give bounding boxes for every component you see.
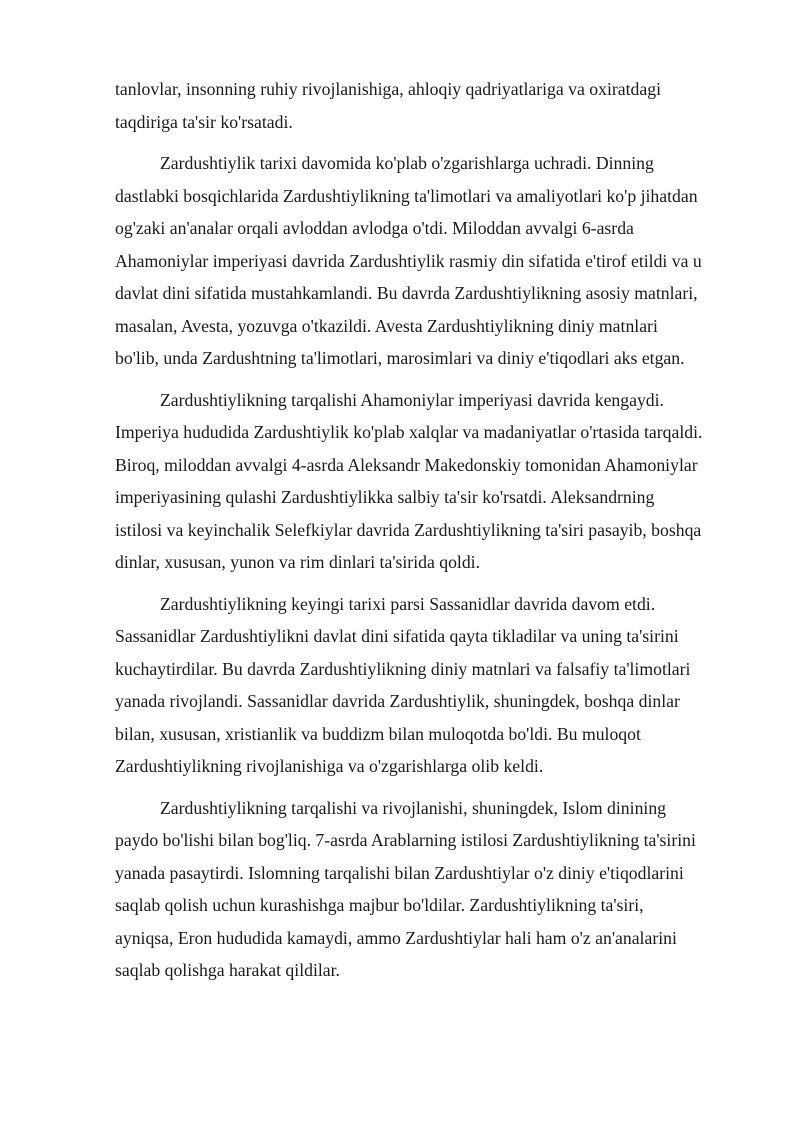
text-line: Sassanidlar Zardushtiylikni davlat dini sifatida qayta tikladilar va uning ta'sirini [115,626,679,646]
text-line: Ahamoniylar imperiyasi davrida Zardushtiylik rasmiy din sifatida e'tirof etildi va u [115,250,702,271]
text-line: Zardushtiylikning tarqalishi Ahamoniylar imperiyasi davrida kengaydi. [160,389,664,410]
text-line: Imperiya hududida Zardushtiylik ko'plab xalqlar va madaniyatlar o'rtasida tarqaldi. [115,422,703,442]
text-line: istilosi va keyinchalik Selefkiylar davrida Zardushtiylikning ta'siri pasayib, boshqa [115,519,702,540]
text-line: Zardushtiylikning keyingi tarixi parsi Sassanidlar davrida davom etdi. [160,593,656,614]
text-line: saqlab qolishga harakat qildilar. [115,960,340,980]
text-line: Zardushtiylik tarixi davomida ko'plab o'zgarishlarga uchradi. Dinning [160,153,654,173]
text-line: yanada rivojlandi. Sassanidlar davrida Zardushtiylik, shuningdek, boshqa dinlar [115,691,680,711]
text-line: imperiyasining qulashi Zardushtiylikka salbiy ta'sir ko'rsatdi. Aleksandrning [115,487,655,507]
text-line: og'zaki an'analar orqali avloddan avlodga o'tdi. Miloddan avvalgi 6-asrda [115,218,634,238]
text-line: tanlovlar, insonning ruhiy rivojlanishiga, ahloqiy qadriyatlariga va oxiratdagi [115,79,661,99]
text-line: bilan, xususan, xristianlik va buddizm bilan muloqotda bo'ldi. Bu muloqot [115,723,641,744]
text-line: Biroq, miloddan avvalgi 4-asrda Aleksandr Makedonskiy tomonidan Ahamoniylar [115,454,698,475]
text-line: Zardushtiylikning tarqalishi va rivojlanishi, shuningdek, Islom dinining [160,797,667,818]
text-line: masalan, Avesta, yozuvga o'tkazildi. Avesta Zardushtiylikning diniy matnlari [115,315,658,336]
text-line: dinlar, xususan, yunon va rim dinlari ta'sirida qoldi. [115,552,481,572]
text-line: kuchaytirdilar. Bu davrda Zardushtiylikning diniy matnlari va falsafiy ta'limotlari [115,658,691,679]
text-line: paydo bo'lishi bilan bog'liq. 7-asrda Arablarning istilosi Zardushtiylikning ta'sirini [115,830,696,850]
text-line: saqlab qolish uchun kurashishga majbur bo'ldilar. Zardushtiylikning ta'siri, [115,895,644,915]
text-line: davlat dini sifatida mustahkamlandi. Bu davrda Zardushtiylikning asosiy matnlari, [115,283,698,303]
document-body [115,73,743,996]
paragraph [115,384,743,579]
text-line: yanada pasaytirdi. Islomning tarqalishi bilan Zardushtiylar o'z diniy e'tiqodlarini [115,862,684,883]
paragraph [115,73,743,138]
text-line: bo'lib, unda Zardushtning ta'limotlari, marosimlari va diniy e'tiqodlari aks etgan. [115,348,685,368]
text-line: taqdiriga ta'sir ko'rsatadi. [115,111,293,132]
paragraph [115,588,743,783]
text-line: dastlabki bosqichlarida Zardushtiylikning ta'limotlari va amaliyotlari ko'p jihatdan [115,185,698,206]
text-line: ayniqsa, Eron hududida kamaydi, ammo Zardushtiylar hali ham o'z an'analarini [115,927,677,948]
paragraph [115,792,743,987]
text-line: Zardushtiylikning rivojlanishiga va o'zgarishlarga olib keldi. [115,756,544,776]
paragraph [115,147,743,375]
